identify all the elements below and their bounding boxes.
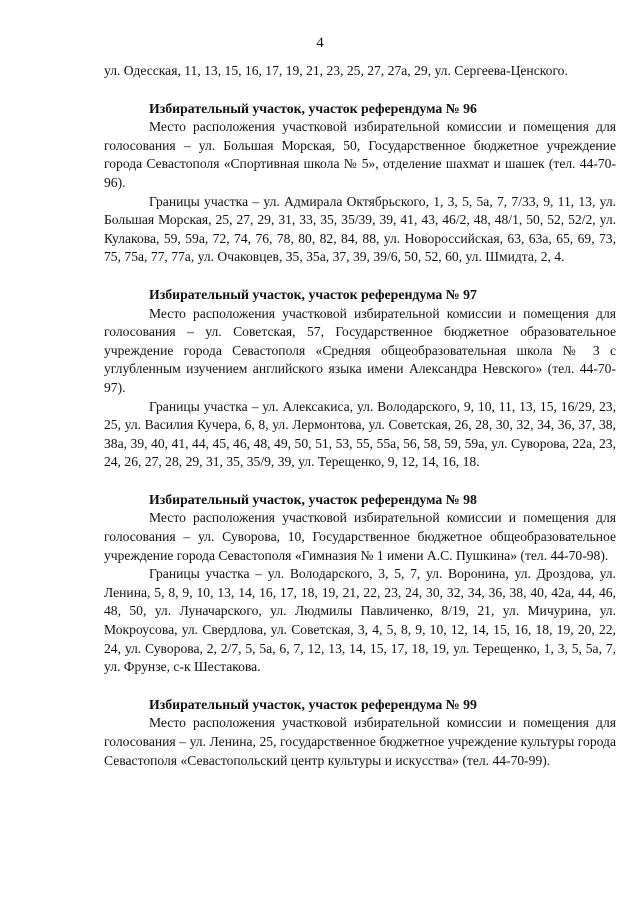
section-heading: Избирательный участок, участок референдума № 97 (149, 286, 477, 302)
location-paragraph: Место расположения участковой избирательной комиссии и помещения для голосования – ул. Советская, 57, Государственное бюджетное образовательное учреждение города Севастополя «Средняя общеобразовательная школа № 3 с углубленным изучением английского языка имени Александра Невского» (тел. 44-70-97). (104, 305, 616, 395)
location-paragraph: Место расположения участковой избирательной комиссии и помещения для голосования – ул. Большая Морская, 50, Государственное бюджетное учреждение города Севастополя «Спортивная школа № 5», отделение шахмат и шашек (тел. 44-70-96). (104, 119, 616, 190)
section-precinct-98 (104, 491, 616, 677)
intro-paragraph: ул. Одесская, 11, 13, 15, 16, 17, 19, 21, 23, 25, 27, 27а, 29, ул. Сергеева-Ценского. (104, 63, 568, 78)
section-heading: Избирательный участок, участок референдума № 99 (149, 696, 477, 712)
section-precinct-97 (104, 286, 616, 472)
boundaries-paragraph: Границы участка – ул. Володарского, 3, 5, 7, ул. Воронина, ул. Дроздова, ул. Ленина, 5, 8, 9, 10, 13, 14, 16, 17, 18, 19, 21, 22, 23, 24, 30, 32, 34, 36, 38, 40, 42а, 44, 46, 48, 50, ул. Луначарского, ул. Людмилы Павличенко, 8/19, 21, ул. Мичурина, ул. Мокроусова, ул. Свердлова, ул. Советская, 3, 4, 5, 8, 9, 10, 12, 14, 15, 16, 18, 19, 20, 22, 24, ул. Суворова, 2, 2/7, 5, 5а, 6, 7, 12, 13, 14, 15, 17, 18, 19, ул. Терещенко, 1, 3, 5, 5а, 7, ул. Фрунзе, с-к Шестакова. (104, 566, 616, 675)
document-body (104, 62, 616, 770)
section-precinct-99 (104, 696, 616, 770)
boundaries-paragraph: Границы участка – ул. Алексакиса, ул. Володарского, 9, 10, 11, 13, 15, 16/29, 23, 25, ул. Василия Кучера, 6, 8, ул. Лермонтова, ул. Советская, 26, 28, 30, 32, 34, 36, 37, 38, 38а, 39, 40, 41, 44, 45, 46, 48, 49, 50, 51, 53, 55, 55а, 56, 58, 59, 59а, ул. Суворова, 22а, 23, 24, 26, 27, 28, 29, 31, 35, 35/9, 39, ул. Терещенко, 9, 12, 14, 16, 18. (104, 398, 616, 470)
page-number: 4 (316, 35, 324, 51)
location-paragraph: Место расположения участковой избирательной комиссии и помещения для голосования – ул. Суворова, 10, Государственное бюджетное общеобразовательное учреждение города Севастополя «Гимназия № 1 имени А.С. Пушкина» (тел. 44-70-98). (104, 510, 616, 563)
section-heading: Избирательный участок, участок референдума № 96 (149, 100, 477, 116)
section-precinct-96 (104, 100, 616, 267)
location-paragraph: Место расположения участковой избирательной комиссии и помещения для голосования – ул. Ленина, 25, государственное бюджетное учреждение культуры города Севастополя «Севастопольский центр культуры и искусства» (тел. 44-70-99). (104, 715, 616, 768)
section-heading: Избирательный участок, участок референдума № 98 (149, 491, 477, 507)
boundaries-paragraph: Границы участка – ул. Адмирала Октябрьского, 1, 3, 5, 5а, 7, 7/33, 9, 11, 13, ул. Большая Морская, 25, 27, 29, 31, 33, 35, 35/39, 39, 41, 43, 46/2, 48, 48/1, 50, 52, 52/2, ул. Кулакова, 59, 59а, 72, 74, 76, 78, 80, 82, 84, 88, ул. Новороссийская, 63, 63а, 65, 69, 73, 75, 75а, 77, 77а, ул. Очаковцев, 35, 35а, 37, 39, 39/6, 50, 52, 60, ул. Шмидта, 2, 4. (104, 193, 616, 265)
